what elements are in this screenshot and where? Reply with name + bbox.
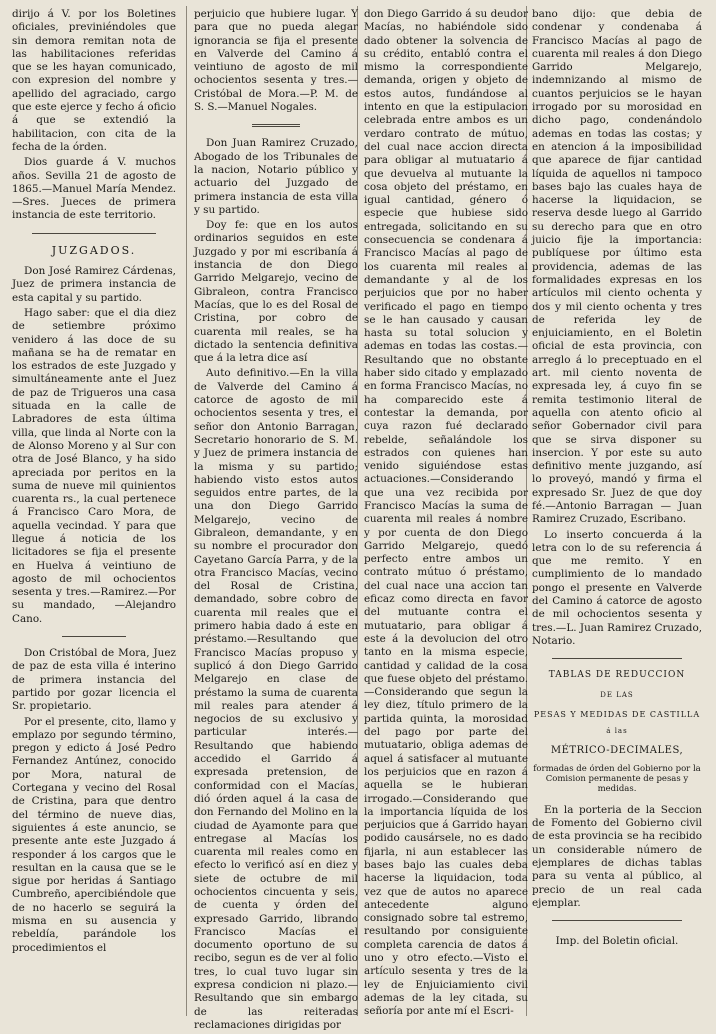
paragraph: dirijo á V. por los Boletines oficiales, previniéndoles que sin demora remitan nota de las habilitaciones referidas que se les hayan comunicado, con expresion del nombre y apellido del agraciado, cargo que este ejerce y fecho á oficio á que se extendió la habilitacion, con cita de la fecha de la órden. — [12, 8, 176, 153]
column-1 — [12, 8, 176, 957]
paragraph: bano dijo: que debia de condenar y condenaba á Francisco Macías al pago de cuarenta mil reales á don Diego Garrido Melgarejo, indemnizando al mismo de cuantos perjuicios se le hayan irrogado por su morosidad en dicho pago, condenándolo ademas en todas las costas; y en atencion á la imposibilidad que aparece de fijar cantidad líquida de aquellos ni tampoco bases bajo las cuales haya de hacerse la liquidacion, se reserva desde luego al Garrido su derecho para que en otro juicio fije la importancia: publíquese por último esta providencia, ademas de las formalidades expresas en los artículos mil ciento ochenta y dos y mil ciento ochenta y tres de referida ley de enjuiciamiento, en el Boletin oficial de esta provincia, con arreglo á lo preceptuado en el art. mil ciento noventa de expresada ley, á cuyo fin se remita testimonio literal de aquella con atento oficio al señor Gobernador civil para que se sirva disponer su insercion. Y por este su auto definitivo mente juzgando, así lo proveyó, mandó y firma el expresado Sr. Juez de que doy fé.—Antonio Barragan — Juan Ramirez Cruzado, Escribano. — [532, 8, 702, 526]
paragraph: Lo inserto concuerda á la letra con lo de su referencia á que me remito. Y en cumplimiento de lo mandado pongo el presente en Valverde del Camino á catorce de agosto de mil ochocientos sesenta y tres.—L. Juan Ramirez Cruzado, Notario. — [532, 528, 702, 647]
section-heading: JUZGADOS. — [51, 243, 137, 257]
paragraph: Hago saber: que el dia diez de setiembre próximo venidero á las doce de su mañana se ha de rematar en los estrados de este Juzgado y simultáneamente ante el Juez de paz de Trigueros una casa situada en la calle de Labradores de esta última villa, que linda al Norte con la de Alonso Moreno y al Sur con otra de José Blanco, y ha sido apreciada por peritos en la suma de nueve mil quinientos cuarenta rs., la cual pertenece á Francisco Caro Mora, de aquella vecindad. Y para que llegue á noticia de los licitadores se fija el presente en Huelva á veintiuno de agosto de mil ochocientos sesenta y tres.—Ramirez.—Por su mandado, —Alejandro Cano. — [12, 306, 176, 625]
paragraph: Por el presente, cito, llamo y emplazo por segundo término, pregon y edicto á José Pedro Fernandez Antúnez, conocido por Mora, natural de Cortegana y vecino del Rosal de Cristina, para que dentro del término de nueve dias, siguientes á este anuncio, se presente ante este Juzgado á responder á los cargos que le resultan en la causa que se le sigue por heridas á Santiago Cumbreño, apercibiéndole que de no hacerlo se seguirá la misma en su ausencia y rebeldía, parándole los procedimientos el — [12, 715, 176, 954]
notice-subtitle: MÉTRICO-DECIMALES, — [550, 745, 684, 757]
divider — [552, 920, 682, 921]
paragraph: don Diego Garrido á su deudor Macías, no habiéndole sido dado obtener la solvencia de su crédito, entabló contra el mismo la correspondiente demanda, origen y objeto de estos autos, fundándose al intento en que la estipulacion celebrada entre ambos es un verdaro contrato de mútuo, del cual nace accion directa para obligar al mutuatario á que devuelva al mutuante la cosa objeto del préstamo, en igual cantidad, género ó especie que hubiese sido entregada, solicitando en su consecuencia se condenara á Francisco Macías al pago de los cuarenta mil reales al demandante y al de los perjuicios que por no haber verificado el pago en tiempo se le han causado y causan hasta su total solucion y ademas en todas las costas.—Resultando que no obstante haber sido citado y emplazado en forma Francisco Macías, no ha comparecido este á contestar la demanda, por cuya razon fué declarado rebelde, señalándole los estrados con quienes han venido siguiéndose estas actuaciones.—Considerando que una vez recibida por Francisco Macías la suma de cuarenta mil reales á nombre y por cuenta de don Diego Garrido Melgarejo, quedó perfecto entre ambos un contrato mútuo ó préstamo, del cual nace una accion tan eficaz como directa en favor del mutuante contra el mutuatario, para obligar á este á la devolucion del otro tanto en la misma especie, cantidad y calidad de la cosa que fuese objeto del préstamo.—Considerando que segun la ley diez, título primero de la partida quinta, la morosidad del pago por parte del mutuatario, obliga ademas de aquel á satisfacer al mutuante los perjuicios que en razon á aquella se le hubieran irrogado.—Considerando que la importancia líquida de los perjuicios que á Garrido hayan podido causársele, no es dado fijarla, ni aun establecer las bases bajo las cuales deba hacerse la liquidacion, toda vez que de autos no aparece antecedente alguno consignado sobre tal estremo, resultando por consiguiente completa carencia de datos á uno y otro efecto.—Visto el artículo sesenta y tres de la ley de Enjuiciamiento civil ademas de la ley citada, su señoría por ante mí el Escri- — [364, 8, 528, 1018]
paragraph: Don Cristóbal de Mora, Juez de paz de esta villa é interino de primera instancia del partido por gozar licencia el Sr. propietario. — [12, 647, 176, 713]
paragraph: Don Juan Ramirez Cruzado, Abogado de los Tribunales de la nacion, Notario público y actuario del Juzgado de primera instancia de esta villa y su partido. — [194, 137, 358, 216]
column-rule — [186, 6, 187, 1016]
notice-subtitle: PESAS Y MEDIDAS DE CASTILLA — [533, 709, 701, 719]
column-3 — [364, 8, 528, 1021]
divider — [552, 658, 682, 659]
notice-title: TABLAS DE REDUCCION — [548, 670, 686, 681]
divider — [62, 636, 126, 637]
paragraph: Doy fe: que en los autos ordinarios seguidos en este Juzgado y por mi escribanía á instancia de don Diego Garrido Melgarejo, vecino de Gibraleon, contra Francisco Macías, que lo es del Rosal de Cristina, por cobro de cuarenta mil reales, se ha dictado la sentencia definitiva que á la letra dice así — [194, 219, 358, 365]
imprint: Imp. del Boletin oficial. — [555, 935, 679, 948]
notice-subtitle: DE LAS — [600, 690, 634, 699]
paragraph: En la porteria de la Seccion de Fomento del Gobierno civil de esta provincia se ha recibido un considerable número de ejemplares de dichas tablas para su venta al público, al precio de un real cada ejemplar. — [532, 803, 702, 909]
paragraph: perjuicio que hubiere lugar. Y para que no pueda alegar ignorancia se fija el presente en Valverde del Camino á veintiuno de agosto de mil ochocientos sesenta y tres.—Cristóbal de Mora.—P. M. de S. S.—Manuel Nogales. — [194, 8, 358, 114]
paragraph: Don José Ramirez Cárdenas, Juez de primera instancia de esta capital y su partido. — [12, 265, 176, 304]
paragraph: Auto definitivo.—En la villa de Valverde del Camino á catorce de agosto de mil ochocientos sesenta y tres, el señor don Antonio Barragan, Secretario honorario de S. M. y Juez de primera instancia de la misma y su partido; habiendo visto estos autos seguidos entre partes, de la una don Diego Garrido Melgarejo, vecino de Gibraleon, demandante, y en su nombre el procurador don Cayetano García Parra, y de la otra Francisco Macías, vecino del Rosal de Cristina, demandado, sobre cobro de cuarenta mil reales que el primero habia dado á este en préstamo.—Resultando que Francisco Macías propuso y suplicó á don Diego Garrido Melgarejo en clase de préstamo la suma de cuarenta mil reales para atender á negocios de su exclusivo y particular interés.—Resultando que habiendo accedido el Garrido á expresada pretension, de conformidad con el Macías, dió órden aquel á la casa de don Fernando del Molino en la ciudad de Ayamonte para que entregase al Macías los cuarenta mil reales como en efecto lo verificó así en diez y siete de octubre de mil ochocientos cincuenta y seis, de cuenta y órden del expresado Garrido, librando Francisco Macías el documento oportuno de su recibo, segun es de ver al folio tres, lo cual tuvo lugar sin expresa condicion ni plazo.—Resultando que sin embargo de las reiteradas reclamaciones dirigidas por — [194, 367, 358, 1031]
column-2 — [194, 8, 358, 1034]
paragraph: Dios guarde á V. muchos años. Sevilla 21 de agosto de 1865.—Manuel María Mendez.—Sres. Jueces de primera instancia de este territorio. — [12, 156, 176, 222]
notice-note: formadas de órden del Gobierno por la Comision permanente de pesas y medidas. — [533, 763, 701, 794]
column-4 — [532, 8, 702, 948]
divider — [32, 233, 156, 234]
notice-subtitle: á las — [606, 727, 628, 736]
divider — [252, 124, 300, 127]
